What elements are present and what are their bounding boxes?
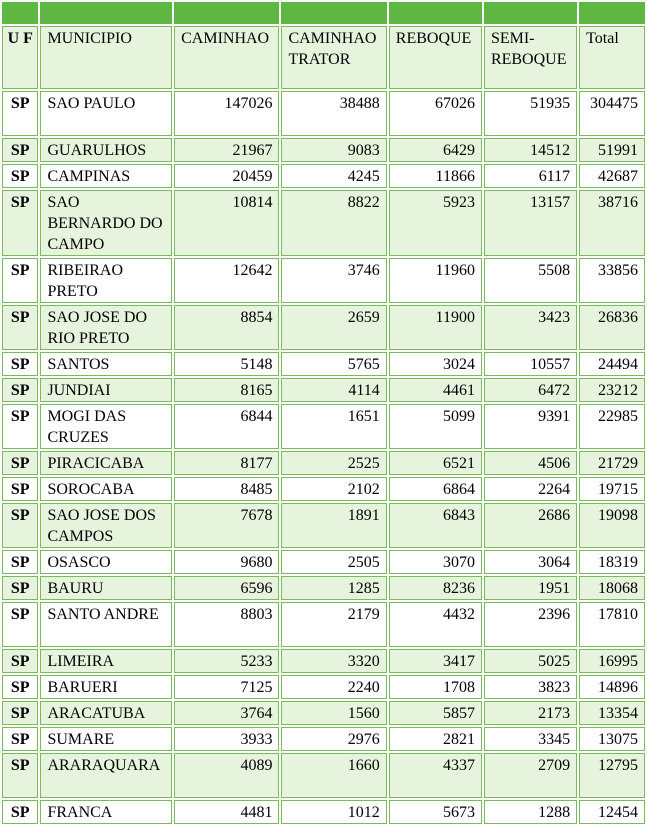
- header-caminhao: CAMINHAO: [174, 26, 279, 89]
- cell-uf: SP: [2, 576, 38, 600]
- cell-reboque: 4337: [389, 753, 482, 798]
- cell-total: 13075: [579, 727, 645, 751]
- cell-caminhao: 21967: [174, 138, 279, 162]
- table-row: [2, 800, 645, 824]
- header-band: [2, 2, 645, 24]
- cell-semi-reboque: 3423: [484, 305, 577, 350]
- cell-uf: SP: [2, 550, 38, 574]
- cell-semi-reboque: 3345: [484, 727, 577, 751]
- cell-reboque: 11866: [389, 164, 482, 188]
- cell-caminhao-trator: 2102: [281, 477, 386, 501]
- cell-uf: SP: [2, 164, 38, 188]
- header-reboque: REBOQUE: [389, 26, 482, 89]
- cell-semi-reboque: 2173: [484, 701, 577, 725]
- cell-total: 42687: [579, 164, 645, 188]
- cell-caminhao-trator: 2179: [281, 602, 386, 647]
- cell-caminhao: 5233: [174, 649, 279, 673]
- cell-municipio: GUARULHOS: [40, 138, 172, 162]
- cell-caminhao-trator: 1285: [281, 576, 386, 600]
- cell-caminhao-trator: 1660: [281, 753, 386, 798]
- cell-semi-reboque: 13157: [484, 190, 577, 256]
- cell-municipio: JUNDIAI: [40, 378, 172, 402]
- cell-caminhao: 7125: [174, 675, 279, 699]
- table-row: [2, 378, 645, 402]
- cell-caminhao-trator: 4245: [281, 164, 386, 188]
- table-row: [2, 576, 645, 600]
- cell-reboque: 1708: [389, 675, 482, 699]
- cell-reboque: 3070: [389, 550, 482, 574]
- table-row: [2, 675, 645, 699]
- table-row: [2, 404, 645, 449]
- cell-caminhao-trator: 38488: [281, 91, 386, 136]
- cell-total: 12454: [579, 800, 645, 824]
- cell-caminhao: 9680: [174, 550, 279, 574]
- band-cell: [174, 2, 279, 24]
- cell-uf: SP: [2, 352, 38, 376]
- cell-semi-reboque: 14512: [484, 138, 577, 162]
- cell-total: 33856: [579, 258, 645, 303]
- cell-uf: SP: [2, 477, 38, 501]
- band-cell: [40, 2, 172, 24]
- cell-semi-reboque: 5508: [484, 258, 577, 303]
- band-cell: [579, 2, 645, 24]
- cell-municipio: CAMPINAS: [40, 164, 172, 188]
- cell-municipio: ARACATUBA: [40, 701, 172, 725]
- cell-municipio: OSASCO: [40, 550, 172, 574]
- cell-total: 24494: [579, 352, 645, 376]
- cell-caminhao: 3933: [174, 727, 279, 751]
- cell-caminhao: 8803: [174, 602, 279, 647]
- cell-municipio: RIBEIRAO PRETO: [40, 258, 172, 303]
- cell-reboque: 67026: [389, 91, 482, 136]
- table-row: [2, 190, 645, 256]
- cell-reboque: 2821: [389, 727, 482, 751]
- table-row: [2, 602, 645, 647]
- cell-total: 13354: [579, 701, 645, 725]
- header-row: [2, 26, 645, 89]
- cell-caminhao: 6596: [174, 576, 279, 600]
- cell-uf: SP: [2, 404, 38, 449]
- cell-total: 51991: [579, 138, 645, 162]
- cell-caminhao-trator: 4114: [281, 378, 386, 402]
- band-cell: [484, 2, 577, 24]
- cell-total: 19098: [579, 503, 645, 548]
- cell-municipio: SAO PAULO: [40, 91, 172, 136]
- cell-municipio: BARUERI: [40, 675, 172, 699]
- cell-caminhao: 147026: [174, 91, 279, 136]
- cell-caminhao-trator: 3746: [281, 258, 386, 303]
- header-caminhao-trator: CAMINHAO TRATOR: [281, 26, 386, 89]
- cell-caminhao: 8177: [174, 451, 279, 475]
- header-uf: U F: [2, 26, 38, 89]
- cell-total: 304475: [579, 91, 645, 136]
- cell-reboque: 6864: [389, 477, 482, 501]
- cell-municipio: FRANCA: [40, 800, 172, 824]
- cell-semi-reboque: 6117: [484, 164, 577, 188]
- table-row: [2, 550, 645, 574]
- cell-total: 17810: [579, 602, 645, 647]
- cell-uf: SP: [2, 91, 38, 136]
- cell-total: 12795: [579, 753, 645, 798]
- cell-caminhao-trator: 2525: [281, 451, 386, 475]
- cell-caminhao-trator: 8822: [281, 190, 386, 256]
- cell-total: 38716: [579, 190, 645, 256]
- cell-caminhao: 5148: [174, 352, 279, 376]
- table-row: [2, 727, 645, 751]
- table-row: [2, 701, 645, 725]
- cell-uf: SP: [2, 649, 38, 673]
- cell-caminhao-trator: 2240: [281, 675, 386, 699]
- cell-reboque: 11960: [389, 258, 482, 303]
- cell-caminhao-trator: 1651: [281, 404, 386, 449]
- cell-reboque: 3417: [389, 649, 482, 673]
- cell-uf: SP: [2, 451, 38, 475]
- cell-municipio: MOGI DAS CRUZES: [40, 404, 172, 449]
- cell-semi-reboque: 2709: [484, 753, 577, 798]
- cell-uf: SP: [2, 602, 38, 647]
- cell-total: 19715: [579, 477, 645, 501]
- cell-reboque: 5923: [389, 190, 482, 256]
- table-row: [2, 451, 645, 475]
- table-row: [2, 753, 645, 798]
- cell-total: 26836: [579, 305, 645, 350]
- cell-reboque: 6521: [389, 451, 482, 475]
- cell-caminhao-trator: 1891: [281, 503, 386, 548]
- cell-uf: SP: [2, 305, 38, 350]
- cell-caminhao: 10814: [174, 190, 279, 256]
- table-row: [2, 164, 645, 188]
- cell-municipio: SUMARE: [40, 727, 172, 751]
- cell-semi-reboque: 9391: [484, 404, 577, 449]
- cell-caminhao: 8165: [174, 378, 279, 402]
- cell-reboque: 5857: [389, 701, 482, 725]
- table-row: [2, 138, 645, 162]
- cell-reboque: 6843: [389, 503, 482, 548]
- table-row: [2, 477, 645, 501]
- cell-semi-reboque: 2686: [484, 503, 577, 548]
- cell-uf: SP: [2, 675, 38, 699]
- cell-caminhao-trator: 1012: [281, 800, 386, 824]
- cell-caminhao: 6844: [174, 404, 279, 449]
- cell-uf: SP: [2, 727, 38, 751]
- cell-caminhao-trator: 9083: [281, 138, 386, 162]
- cell-semi-reboque: 3823: [484, 675, 577, 699]
- cell-total: 21729: [579, 451, 645, 475]
- cell-semi-reboque: 1288: [484, 800, 577, 824]
- cell-semi-reboque: 2264: [484, 477, 577, 501]
- cell-municipio: ARARAQUARA: [40, 753, 172, 798]
- cell-municipio: LIMEIRA: [40, 649, 172, 673]
- band-cell: [2, 2, 38, 24]
- cell-reboque: 6429: [389, 138, 482, 162]
- table-row: [2, 91, 645, 136]
- cell-municipio: SANTO ANDRE: [40, 602, 172, 647]
- table-row: [2, 649, 645, 673]
- cell-uf: SP: [2, 258, 38, 303]
- cell-uf: SP: [2, 753, 38, 798]
- cell-uf: SP: [2, 800, 38, 824]
- cell-caminhao-trator: 2976: [281, 727, 386, 751]
- header-total: Total: [579, 26, 645, 89]
- table-body: [2, 91, 645, 824]
- cell-total: 16995: [579, 649, 645, 673]
- cell-municipio: SOROCABA: [40, 477, 172, 501]
- cell-uf: SP: [2, 701, 38, 725]
- cell-reboque: 4461: [389, 378, 482, 402]
- cell-caminhao: 3764: [174, 701, 279, 725]
- cell-semi-reboque: 1951: [484, 576, 577, 600]
- cell-municipio: PIRACICABA: [40, 451, 172, 475]
- cell-total: 23212: [579, 378, 645, 402]
- cell-semi-reboque: 3064: [484, 550, 577, 574]
- cell-caminhao: 8485: [174, 477, 279, 501]
- cell-reboque: 4432: [389, 602, 482, 647]
- cell-caminhao: 20459: [174, 164, 279, 188]
- band-cell: [281, 2, 386, 24]
- cell-reboque: 11900: [389, 305, 482, 350]
- cell-caminhao: 12642: [174, 258, 279, 303]
- cell-reboque: 3024: [389, 352, 482, 376]
- header-municipio: MUNICIPIO: [40, 26, 172, 89]
- cell-municipio: SANTOS: [40, 352, 172, 376]
- cell-uf: SP: [2, 190, 38, 256]
- cell-uf: SP: [2, 138, 38, 162]
- cell-municipio: SAO BERNARDO DO CAMPO: [40, 190, 172, 256]
- cell-caminhao: 4481: [174, 800, 279, 824]
- cell-caminhao-trator: 3320: [281, 649, 386, 673]
- cell-caminhao-trator: 2659: [281, 305, 386, 350]
- cell-caminhao: 8854: [174, 305, 279, 350]
- cell-semi-reboque: 51935: [484, 91, 577, 136]
- cell-semi-reboque: 2396: [484, 602, 577, 647]
- table-row: [2, 258, 645, 303]
- cell-municipio: SAO JOSE DO RIO PRETO: [40, 305, 172, 350]
- cell-reboque: 5099: [389, 404, 482, 449]
- cell-caminhao: 7678: [174, 503, 279, 548]
- cell-total: 22985: [579, 404, 645, 449]
- cell-uf: SP: [2, 503, 38, 548]
- cell-municipio: BAURU: [40, 576, 172, 600]
- cell-caminhao-trator: 2505: [281, 550, 386, 574]
- band-cell: [389, 2, 482, 24]
- table-row: [2, 352, 645, 376]
- cell-municipio: SAO JOSE DOS CAMPOS: [40, 503, 172, 548]
- cell-semi-reboque: 4506: [484, 451, 577, 475]
- cell-reboque: 8236: [389, 576, 482, 600]
- cell-semi-reboque: 10557: [484, 352, 577, 376]
- cell-total: 18319: [579, 550, 645, 574]
- cell-semi-reboque: 5025: [484, 649, 577, 673]
- cell-caminhao-trator: 1560: [281, 701, 386, 725]
- cell-caminhao: 4089: [174, 753, 279, 798]
- cell-caminhao-trator: 5765: [281, 352, 386, 376]
- table-row: [2, 503, 645, 548]
- table-row: [2, 305, 645, 350]
- cell-semi-reboque: 6472: [484, 378, 577, 402]
- header-semi-reboque: SEMI-REBOQUE: [484, 26, 577, 89]
- cell-uf: SP: [2, 378, 38, 402]
- cell-total: 14896: [579, 675, 645, 699]
- cell-total: 18068: [579, 576, 645, 600]
- cell-reboque: 5673: [389, 800, 482, 824]
